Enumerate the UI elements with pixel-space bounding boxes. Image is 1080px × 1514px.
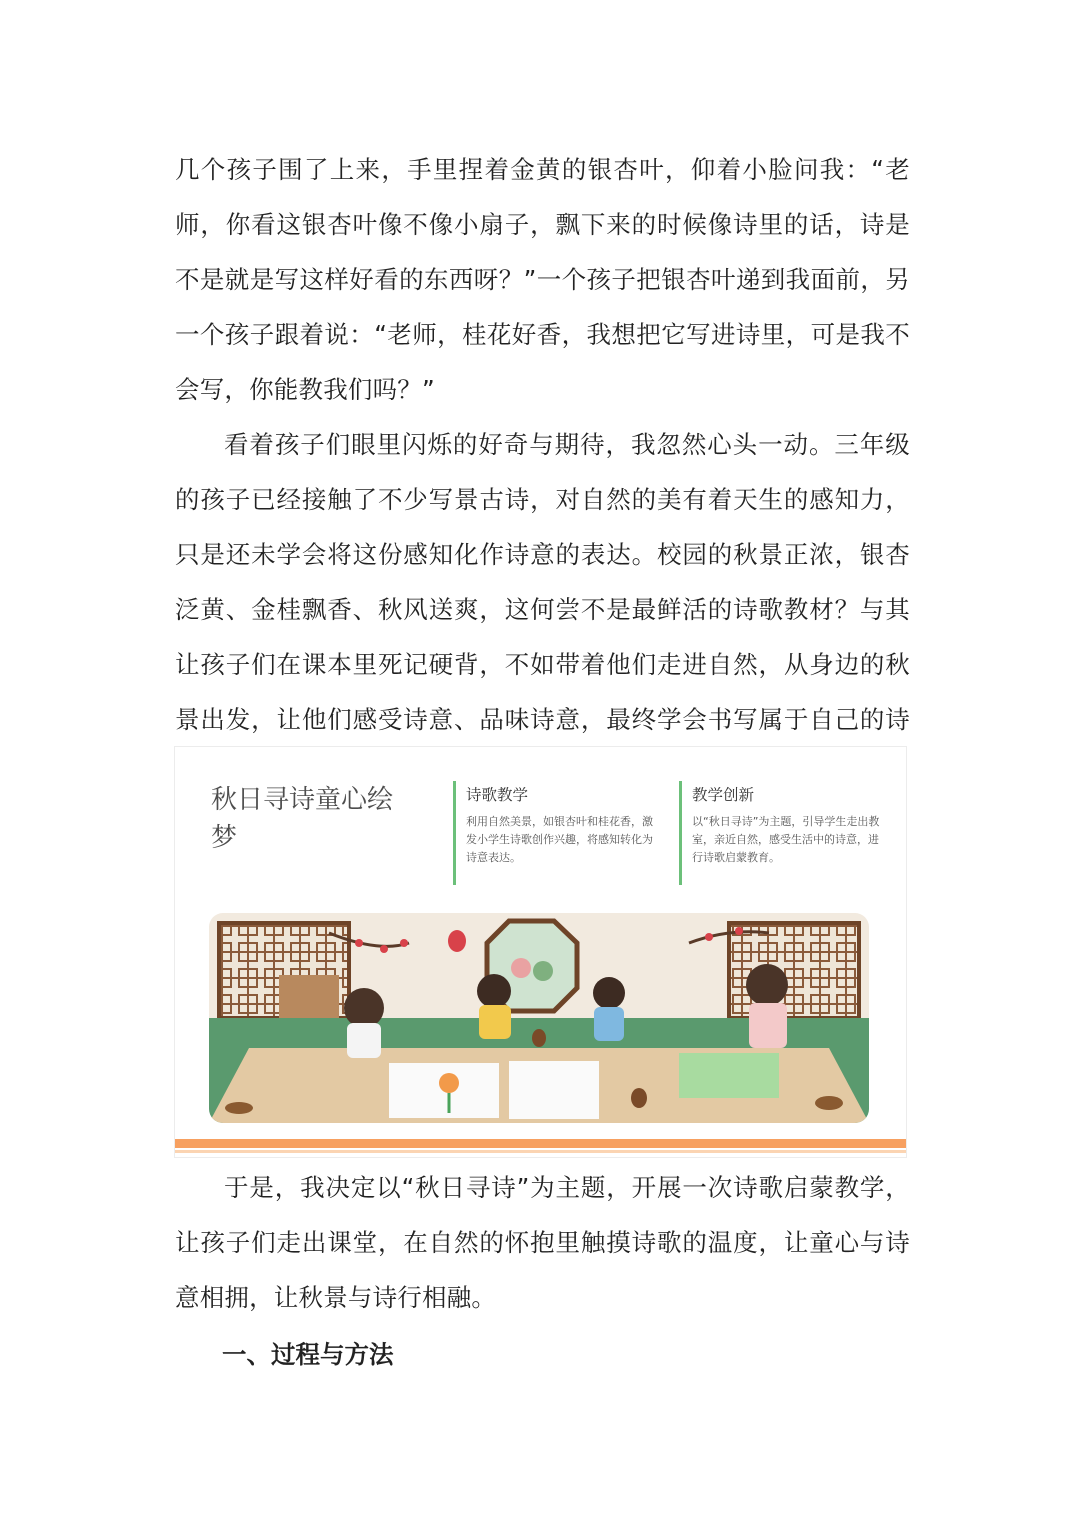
infographic-card: [174, 746, 907, 1158]
decorative-bar: [175, 1139, 906, 1148]
decorative-bar: [175, 1150, 906, 1153]
feature-desc: 利用自然美景，如银杏叶和桂花香，激发小学生诗歌创作兴趣，将感知转化为诗意表达。: [466, 815, 653, 864]
card-title: 秋日寻诗童心绘梦: [211, 785, 394, 853]
paragraph-3: 于是，我决定以“秋日寻诗”为主题，开展一次诗歌启蒙教学，让孩子们走出课堂，在自然的怀抱里触摸诗歌的温度，让童心与诗意相拥，让秋景与诗行相融。: [175, 1173, 910, 1312]
paragraph-1: 几个孩子围了上来，手里捏着金黄的银杏叶，仰着小脸问我：“老师，你看这银杏叶像不像小扇子，飘下来的时候像诗里的话，诗是不是就是写这样好看的东西呀？”一个孩子把银杏叶递到我面前，另一个孩子跟着说：“老师，桂花好香，我想把它写进诗里，可是我不会写，你能教我们吗？”: [175, 155, 910, 404]
section-heading: 一、过程与方法: [222, 1340, 394, 1369]
feature-desc: 以“秋日寻诗”为主题，引导学生走出教室，亲近自然，感受生活中的诗意，进行诗歌启蒙教育。: [692, 815, 880, 864]
feature-title: 诗歌教学: [466, 786, 529, 804]
classroom-illustration: [209, 913, 869, 1123]
feature-title: 教学创新: [692, 786, 755, 804]
feature-poetry-teaching: [453, 781, 661, 885]
feature-teaching-innovation: [679, 781, 887, 885]
paragraph-2: 看着孩子们眼里闪烁的好奇与期待，我忽然心头一动。三年级的孩子已经接触了不少写景古诗，对自然的美有着天生的感知力，只是还未学会将这份感知化作诗意的表达。校园的秋景正浓，银杏泛黄、金桂飘香、秋风送爽，这何尝不是最鲜活的诗歌教材？与其让孩子们在课本里死记硬背，不如带着他们走进自然，从身边的秋景出发，让他们感受诗意、品味诗意，最终学会书写属于自己的诗: [175, 430, 910, 734]
